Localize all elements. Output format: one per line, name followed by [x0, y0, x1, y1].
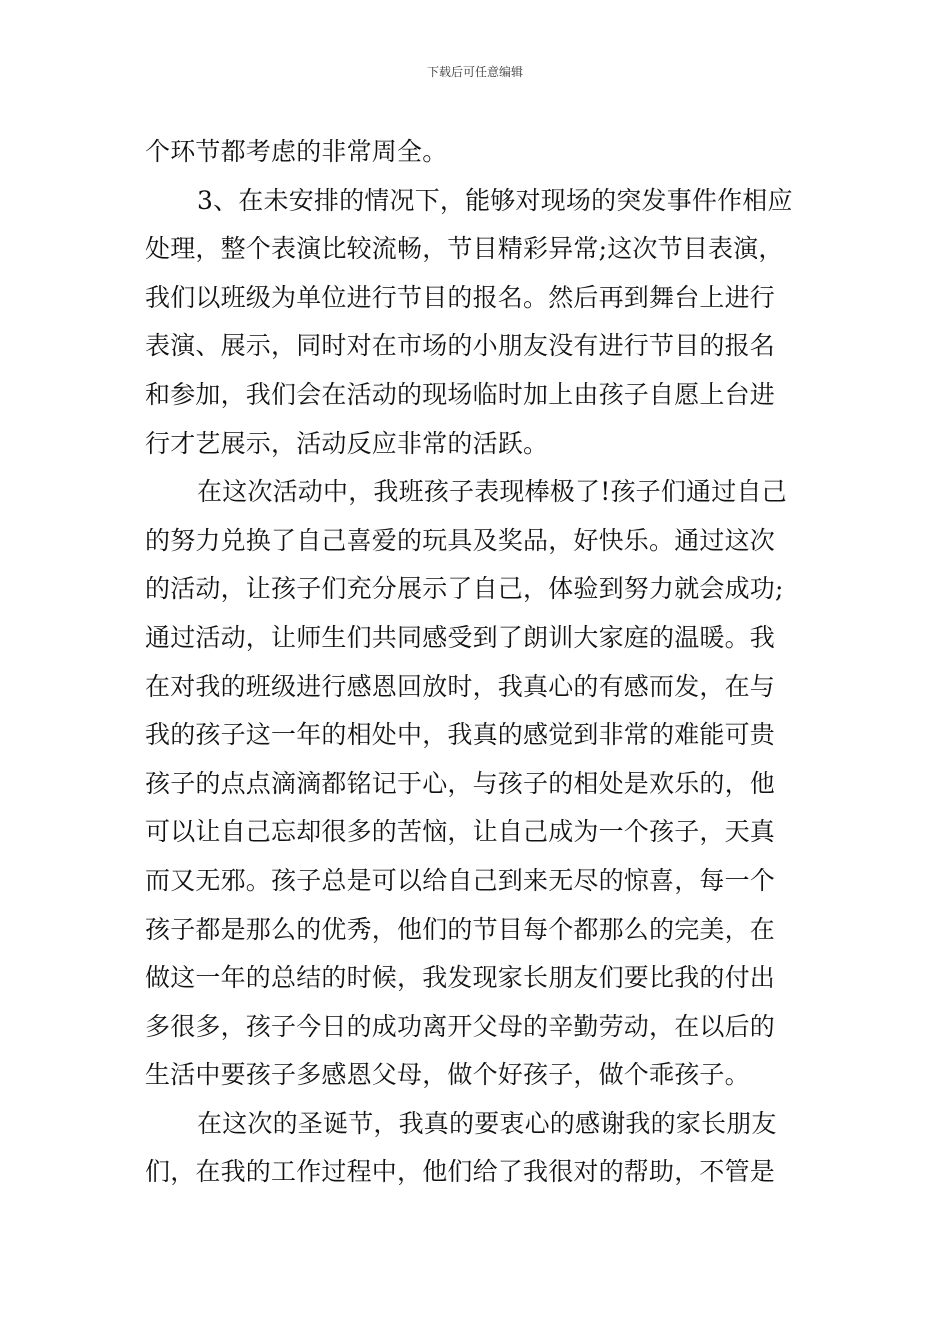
text-line: 通过活动，让师生们共同感受到了朗训大家庭的温暖。我	[145, 622, 776, 652]
text-line: 而又无邪。孩子总是可以给自己到来无尽的惊喜，每一个	[145, 865, 776, 895]
text-line: 生活中要孩子多感恩父母，做个好孩子，做个乖孩子。	[145, 1060, 750, 1090]
text-line: 孩子的点点滴滴都铭记于心，与孩子的相处是欢乐的，他	[145, 768, 776, 798]
text-line: 们，在我的工作过程中，他们给了我很对的帮助，不管是	[145, 1157, 776, 1187]
page-header: 下载后可任意编辑	[426, 65, 523, 79]
text-line: 我们以班级为单位进行节目的报名。然后再到舞台上进行	[145, 282, 776, 312]
text-line: 行才艺展示，活动反应非常的活跃。	[145, 428, 549, 458]
text-line: 多很多，孩子今日的成功离开父母的辛勤劳动，在以后的	[145, 1011, 776, 1041]
paragraph-first-line: 3、在未安排的情况下，能够对现场的突发事件作相应	[197, 185, 793, 215]
text-line: 的活动，让孩子们充分展示了自己，体验到努力就会成功;	[145, 574, 784, 604]
paragraph-first-line: 在这次活动中，我班孩子表现棒极了!孩子们通过自己	[197, 477, 787, 507]
text-line: 我的孩子这一年的相处中，我真的感觉到非常的难能可贵	[145, 720, 776, 750]
text-line: 表演、展示，同时对在市场的小朋友没有进行节目的报名	[145, 331, 776, 361]
paragraph-first-line: 在这次的圣诞节，我真的要衷心的感谢我的家长朋友	[197, 1108, 777, 1138]
text-line: 在对我的班级进行感恩回放时，我真心的有感而发，在与	[145, 671, 776, 701]
text-line: 做这一年的总结的时候，我发现家长朋友们要比我的付出	[145, 963, 776, 993]
document-body	[145, 128, 810, 1197]
text-line: 可以让自己忘却很多的苦恼，让自己成为一个孩子，天真	[145, 817, 776, 847]
text-line: 的努力兑换了自己喜爱的玩具及奖品，好快乐。通过这次	[145, 525, 776, 555]
text-line: 个环节都考虑的非常周全。	[145, 137, 448, 166]
text-line: 处理，整个表演比较流畅，节目精彩异常;这次节目表演，	[145, 234, 784, 264]
text-line: 和参加，我们会在活动的现场临时加上由孩子自愿上台进	[145, 379, 776, 409]
text-line: 孩子都是那么的优秀，他们的节目每个都那么的完美，在	[145, 914, 776, 944]
